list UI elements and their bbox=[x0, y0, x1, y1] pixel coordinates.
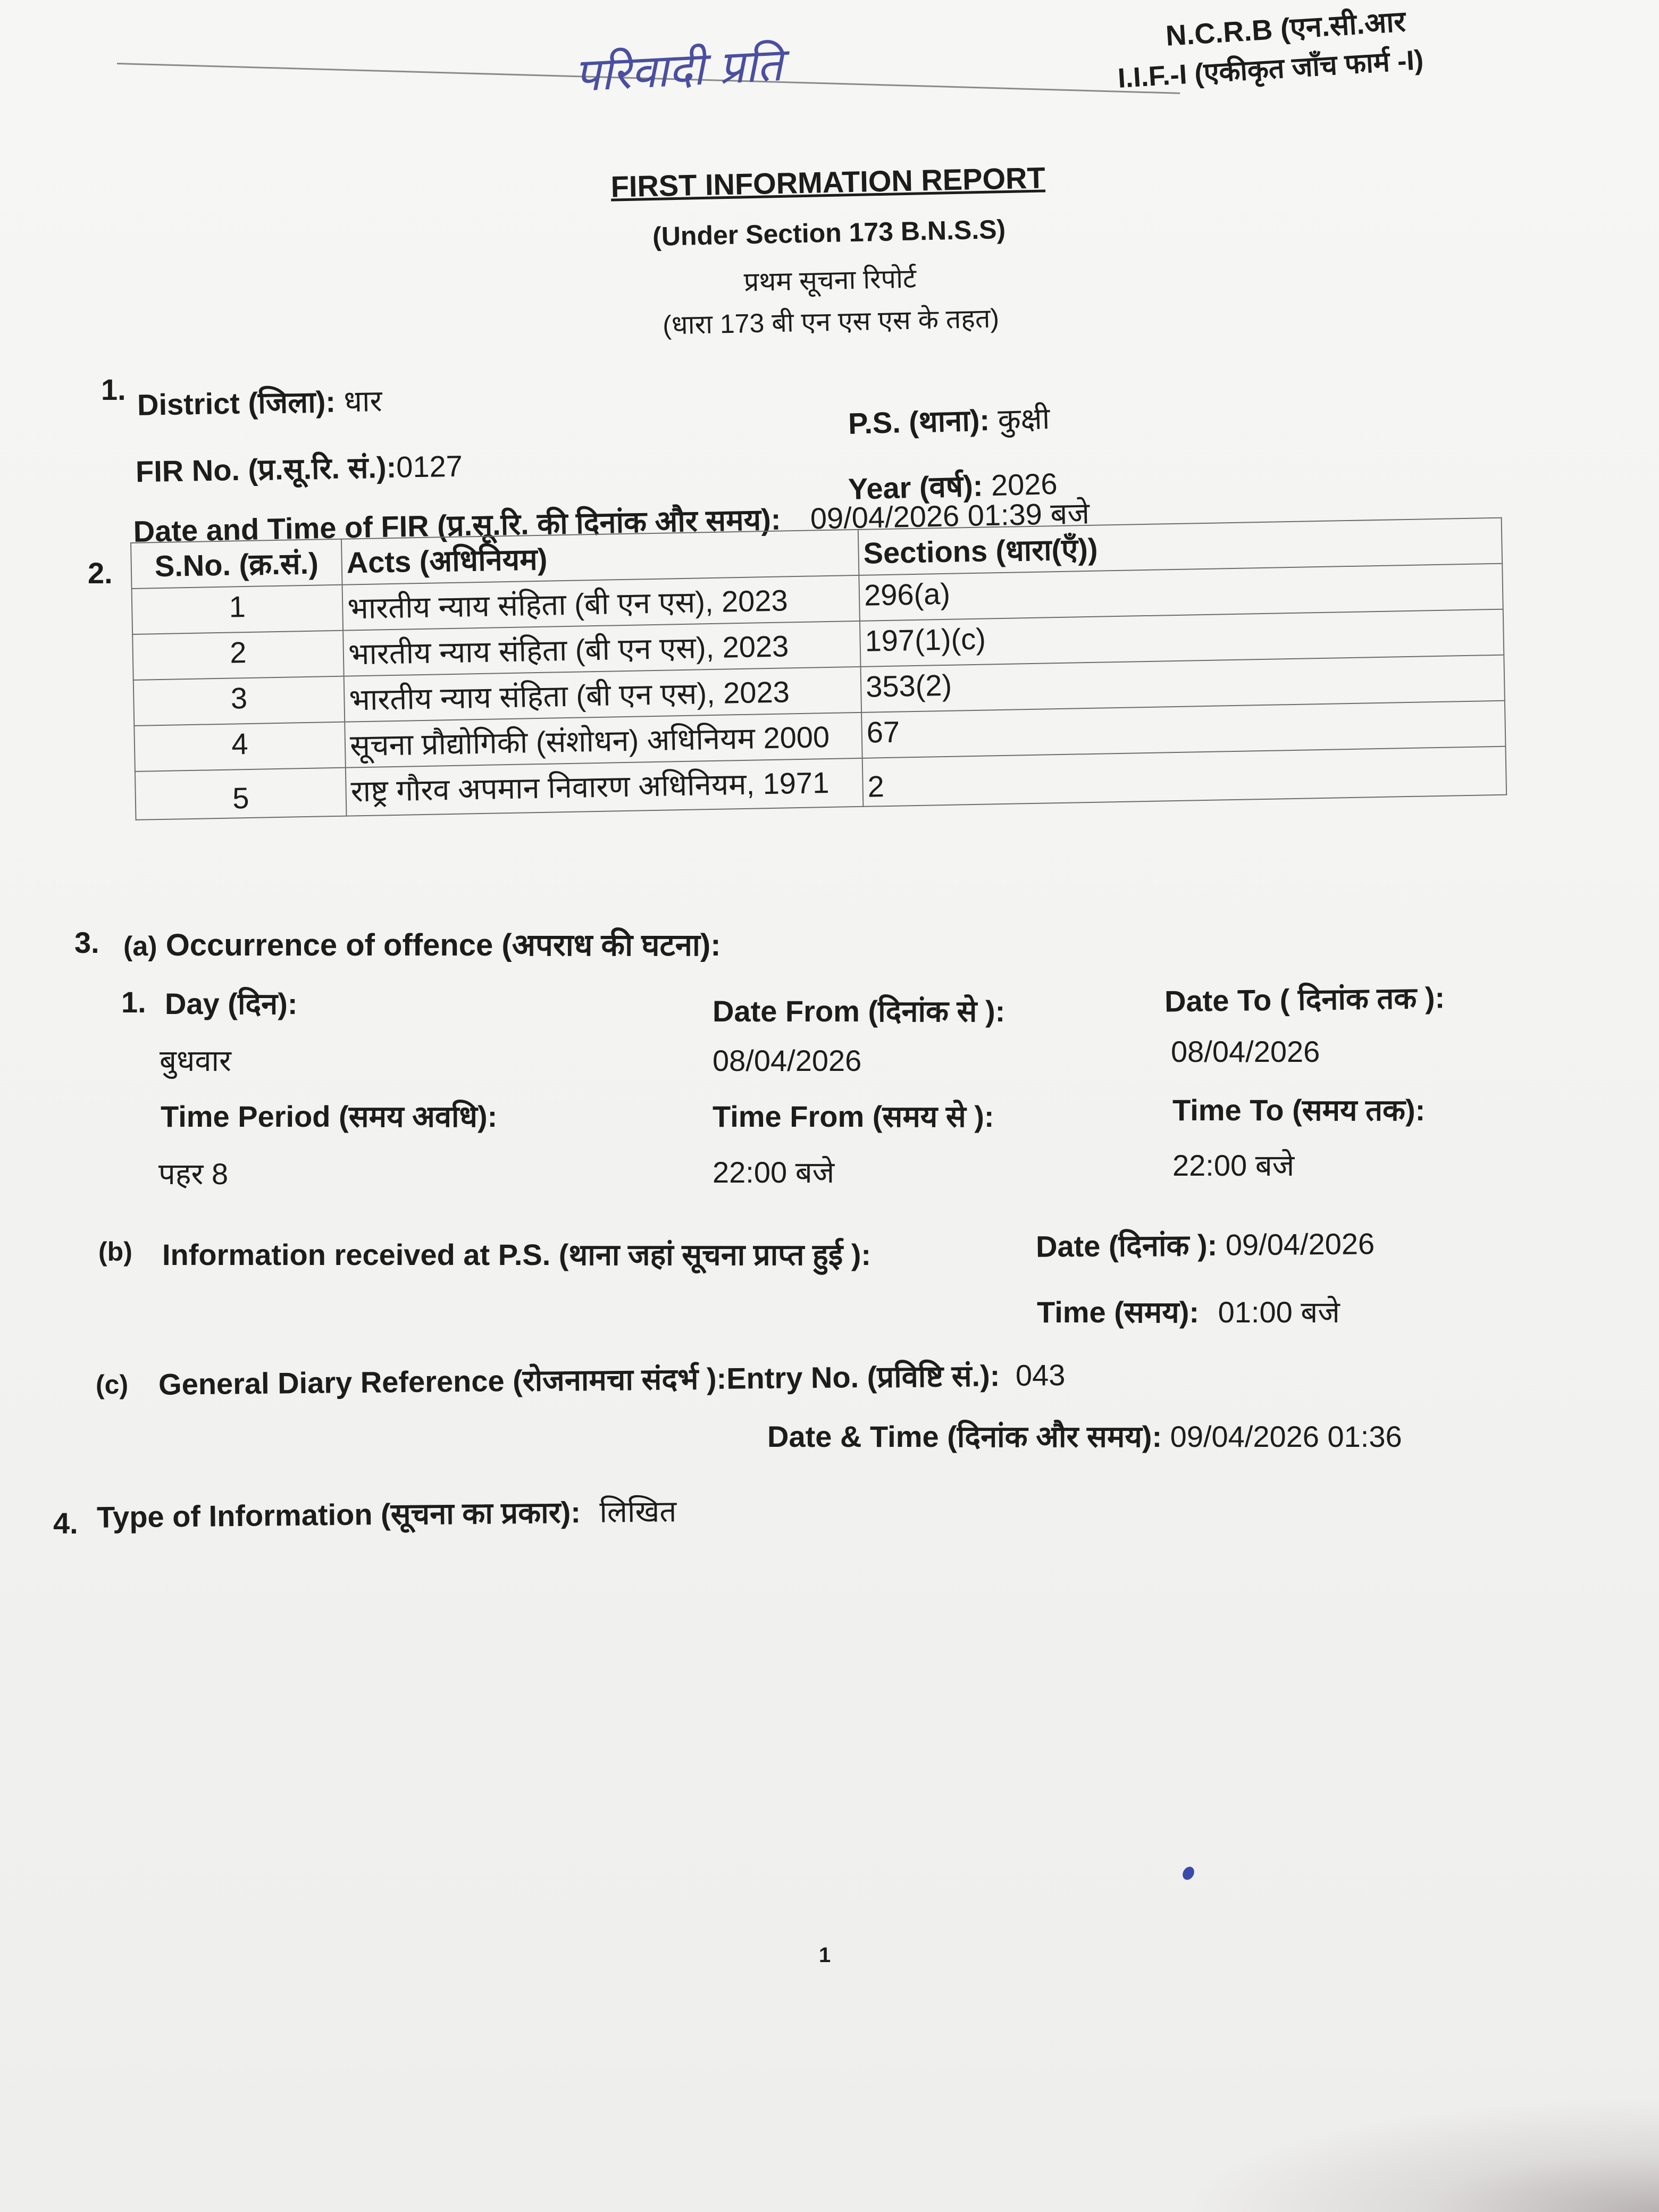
district-label: District (जिला): bbox=[137, 384, 336, 422]
time-period-label: Time Period (समय अवधि): bbox=[161, 1100, 498, 1133]
information-type-field bbox=[97, 1490, 677, 1536]
diary-datetime-value: 09/04/2026 01:36 bbox=[1170, 1420, 1402, 1453]
time-to-label: Time To (समय तक): bbox=[1172, 1093, 1426, 1127]
table-cell-sno: 1 bbox=[132, 585, 343, 634]
entry-number-value: 043 bbox=[1015, 1358, 1066, 1393]
section-4-number: 4. bbox=[53, 1506, 78, 1540]
time-from-value: 22:00 बजे bbox=[713, 1155, 835, 1189]
info-received-time bbox=[1037, 1291, 1340, 1331]
police-station-label: P.S. (थाना): bbox=[848, 403, 990, 440]
district-value: धार bbox=[343, 383, 382, 418]
table-cell-section: 296(a) bbox=[859, 564, 1503, 621]
info-received-label: Information received at P.S. (थाना जहां सूचना प्राप्त हुई ): bbox=[162, 1238, 872, 1271]
time-to-value: 22:00 बजे bbox=[1172, 1149, 1295, 1182]
table-cell-sno: 4 bbox=[134, 722, 346, 772]
page-number: 1 bbox=[819, 1943, 831, 1967]
fir-number-label: FIR No. (प्र.सू.रि. सं.): bbox=[135, 450, 397, 489]
info-received-date-value: 09/04/2026 bbox=[1225, 1227, 1375, 1262]
table-cell-act: भारतीय न्याय संहिता (बी एन एस), 2023 bbox=[344, 667, 861, 722]
section-1-number: 1. bbox=[101, 373, 126, 406]
subsection-number: 1. bbox=[121, 985, 146, 1019]
date-from-label: Date From (दिनांक से ): bbox=[713, 994, 1006, 1028]
table-cell-act: भारतीय न्याय संहिता (बी एन एस), 2023 bbox=[343, 621, 860, 676]
general-diary-marker: (c) bbox=[96, 1370, 129, 1400]
section-2-number: 2. bbox=[88, 556, 113, 590]
page-shadow bbox=[1180, 2095, 1659, 2212]
acts-sections-table bbox=[130, 517, 1507, 820]
occurrence-marker: (a) bbox=[123, 931, 157, 962]
report-subtitle: (Under Section 173 B.N.S.S) bbox=[652, 214, 1006, 252]
time-from-label: Time From (समय से ): bbox=[713, 1100, 994, 1133]
day-value: बुधवार bbox=[160, 1044, 231, 1077]
date-from-value: 08/04/2026 bbox=[713, 1044, 862, 1077]
table-cell-sno: 3 bbox=[133, 676, 345, 726]
ink-blot bbox=[1180, 1865, 1196, 1882]
table-cell-act: सूचना प्रौद्योगिकी (संशोधन) अधिनियम 2000 bbox=[345, 713, 862, 768]
general-diary-label: General Diary Reference (रोजनामचा संदर्भ ): bbox=[158, 1361, 727, 1401]
occurrence-heading bbox=[123, 923, 721, 965]
table-cell-sno: 5 bbox=[135, 768, 347, 820]
section-3-number: 3. bbox=[74, 926, 99, 959]
table-cell-section: 197(1)(c) bbox=[860, 609, 1504, 667]
table-cell-act: राष्ट्र गौरव अपमान निवारण अधिनियम, 1971 bbox=[346, 758, 863, 816]
fir-number-field bbox=[135, 445, 463, 491]
report-title-hindi: प्रथम सूचना रिपोर्ट bbox=[743, 263, 917, 297]
district-field bbox=[137, 380, 382, 424]
table-cell-section: 353(2) bbox=[861, 655, 1505, 713]
information-type-label: Type of Information (सूचना का प्रकार): bbox=[96, 1495, 581, 1534]
diary-datetime-field bbox=[767, 1415, 1402, 1456]
table-cell-section: 2 bbox=[862, 747, 1506, 807]
fir-datetime-label: Date and Time of FIR (प्र.सू.रि. की दिनांक और समय): bbox=[133, 502, 781, 548]
report-subtitle-hindi: (धारा 173 बी एन एस एस के तहत) bbox=[662, 303, 1000, 340]
iif-label: I.I.F.-I (एकीकृत जाँच फार्म -I) bbox=[1117, 44, 1425, 94]
table-header-acts: Acts (अधिनियम) bbox=[341, 530, 859, 585]
police-station-field bbox=[848, 397, 1050, 443]
occurrence-title: Occurrence of offence (अपराध की घटना): bbox=[165, 928, 721, 962]
table-cell-act: भारतीय न्याय संहिता (बी एन एस), 2023 bbox=[342, 575, 860, 631]
info-received-time-label: Time (समय): bbox=[1037, 1295, 1200, 1329]
information-type-value: लिखित bbox=[599, 1494, 677, 1529]
table-header-sno: S.No. (क्र.सं.) bbox=[131, 539, 342, 589]
info-received-marker: (b) bbox=[98, 1237, 132, 1267]
diary-datetime-label: Date & Time (दिनांक और समय): bbox=[767, 1420, 1162, 1453]
info-received-date-label: Date (दिनांक ): bbox=[1035, 1228, 1218, 1263]
year-value: 2026 bbox=[991, 466, 1058, 502]
date-to-value: 08/04/2026 bbox=[1171, 1035, 1320, 1068]
entry-number-label: Entry No. (प्रविष्टि सं.): bbox=[726, 1359, 1000, 1395]
year-label: Year (वर्ष): bbox=[848, 468, 984, 506]
report-title: FIRST INFORMATION REPORT bbox=[610, 161, 1046, 204]
time-period-value: पहर 8 bbox=[158, 1157, 229, 1191]
table-cell-sno: 2 bbox=[132, 631, 344, 680]
fir-number-value: 0127 bbox=[396, 449, 463, 484]
table-cell-section: 67 bbox=[861, 701, 1505, 758]
date-to-label: Date To ( दिनांक तक ): bbox=[1164, 981, 1445, 1018]
police-station-value: कुक्षी bbox=[997, 401, 1051, 437]
info-received-time-value: 01:00 बजे bbox=[1218, 1295, 1340, 1329]
general-diary-field bbox=[158, 1354, 1066, 1404]
table-header-sections: Sections (धारा(एँ)) bbox=[858, 518, 1502, 575]
day-label: Day (दिन): bbox=[165, 987, 298, 1020]
handwritten-note: परिवादी प्रति bbox=[573, 38, 784, 103]
info-received-date bbox=[1036, 1222, 1375, 1266]
title-block bbox=[562, 160, 1097, 350]
fir-datetime-value: 09/04/2026 01:39 बजे bbox=[810, 496, 1090, 535]
ncrb-label: N.C.R.B (एन.सी.आर bbox=[1164, 5, 1407, 52]
